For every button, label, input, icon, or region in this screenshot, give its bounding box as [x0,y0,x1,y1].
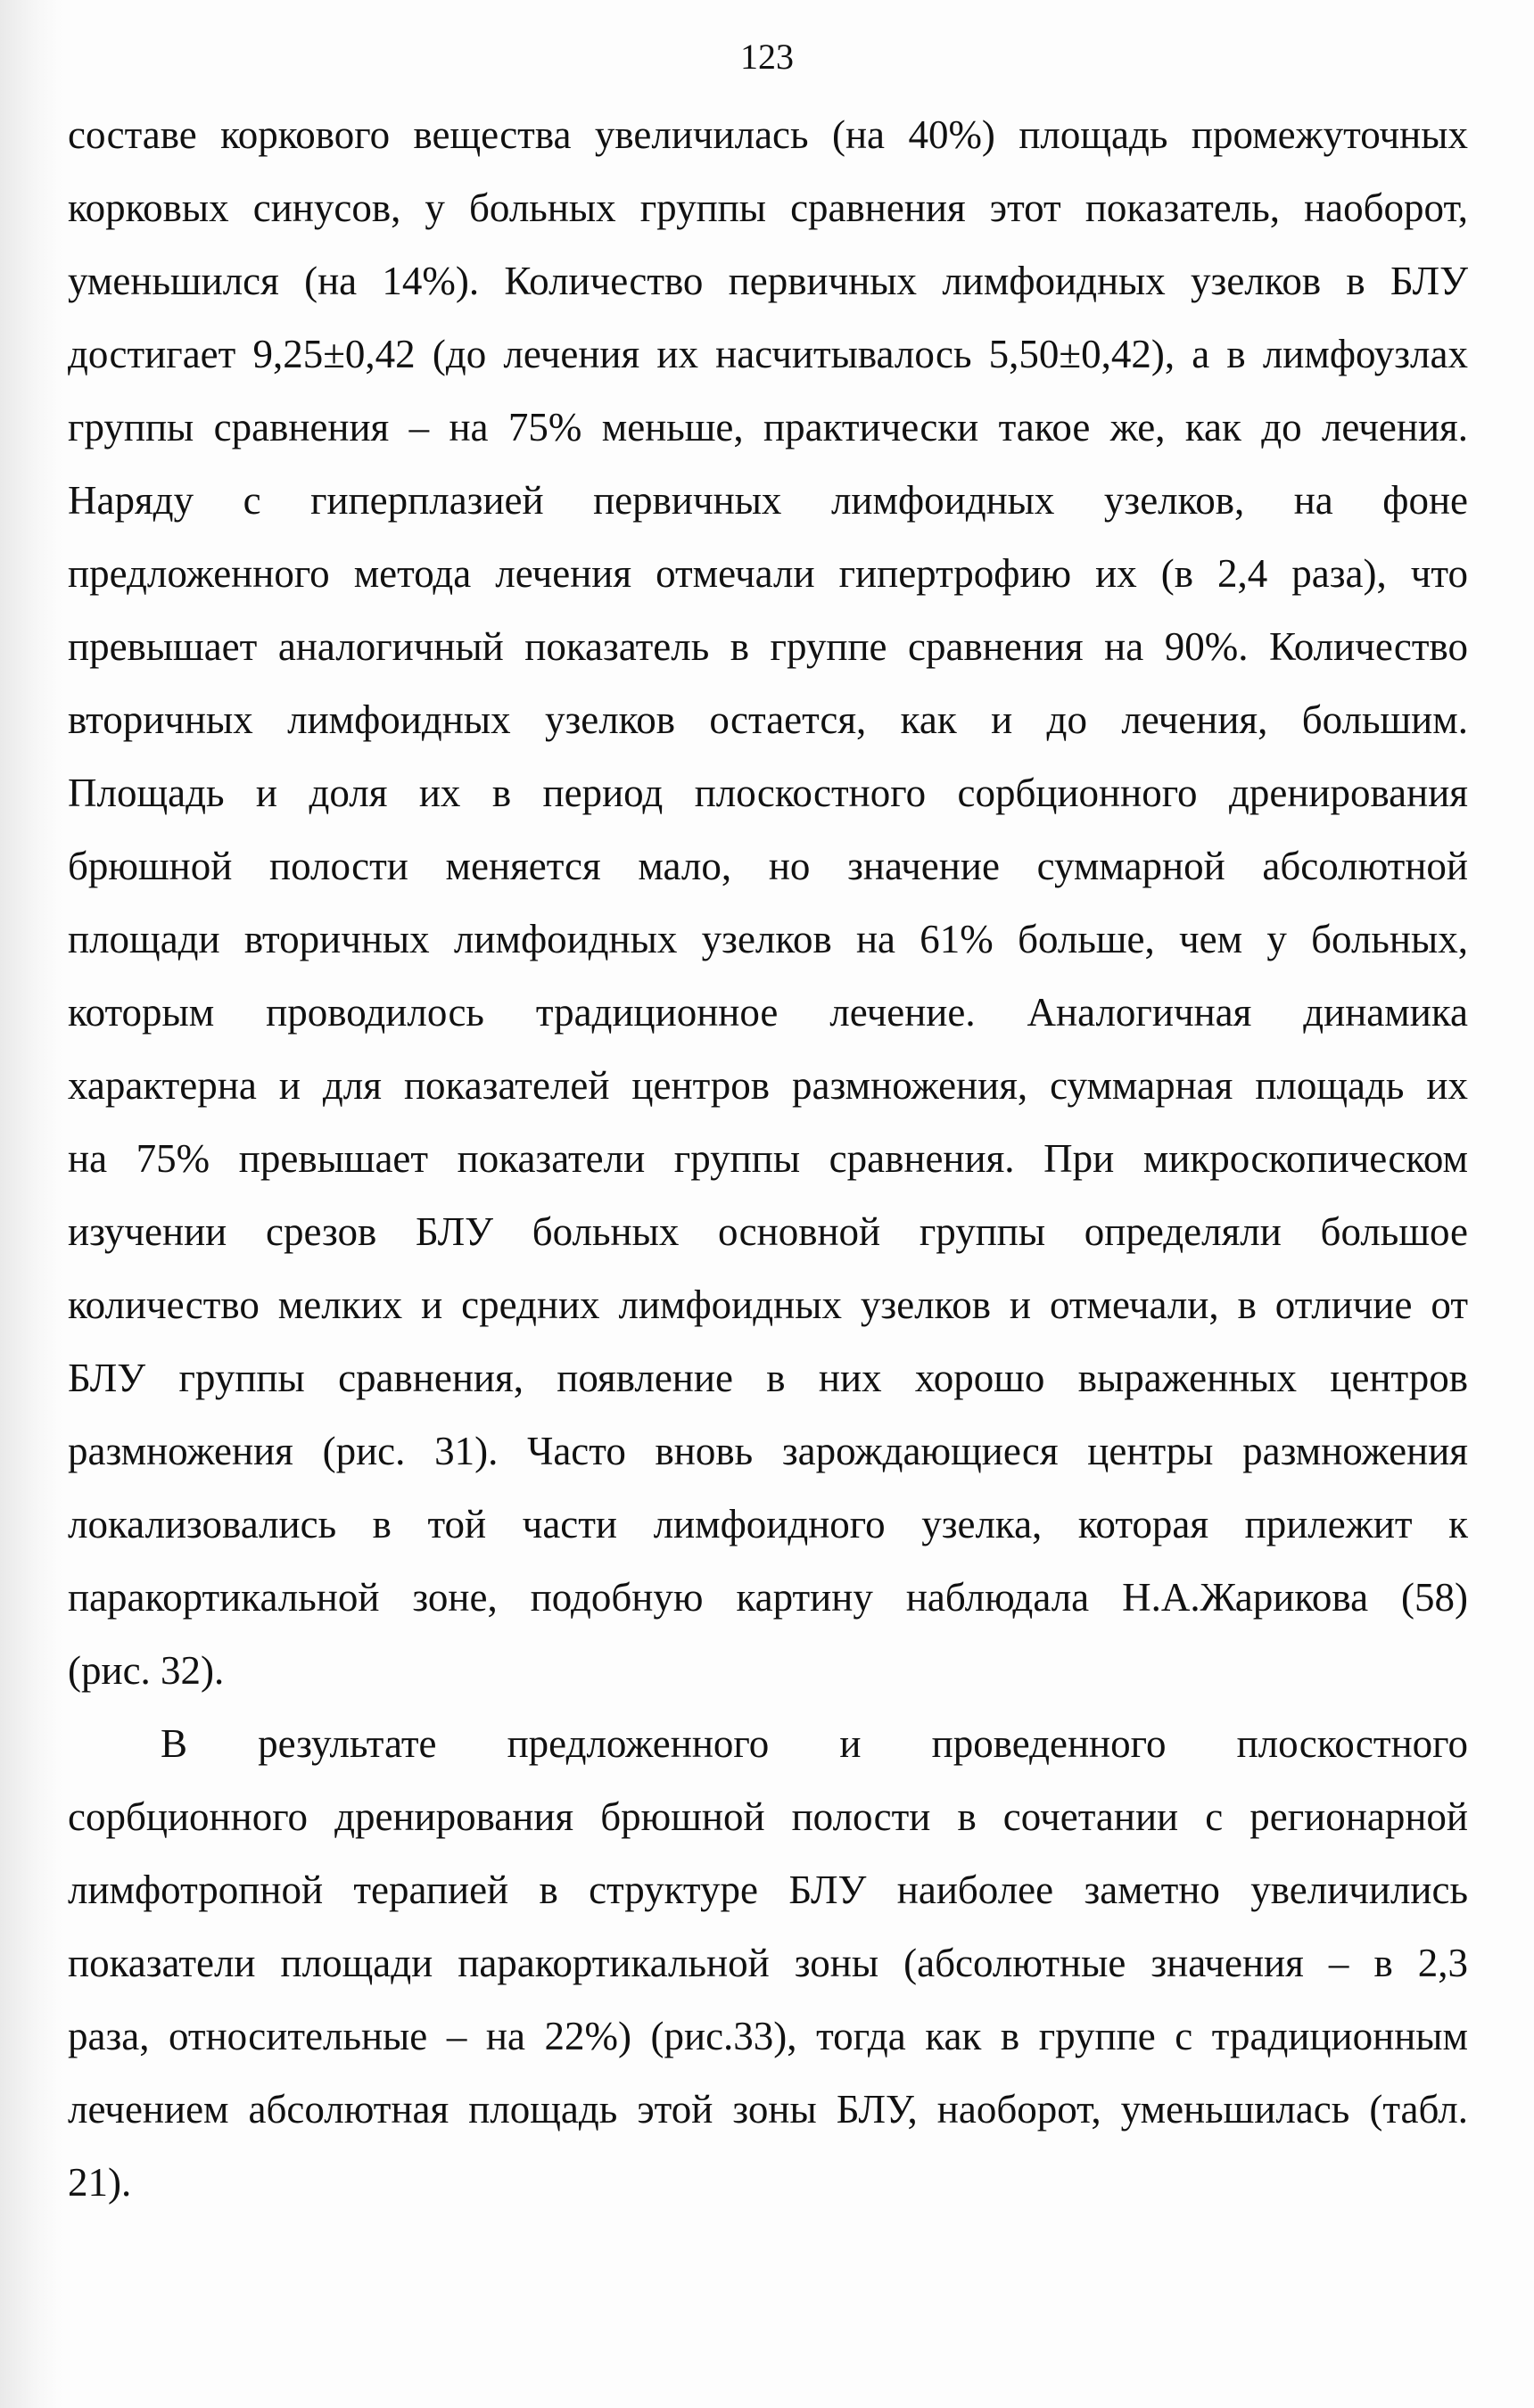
text-line: площади вторичных лимфоидных узелков на 61% больше, чем у больных, [68,917,1468,961]
document-body [68,98,1468,2219]
paragraph-1 [68,98,1468,1707]
paragraph-2 [68,1707,1468,2219]
text-line: характерна и для показателей центров размножения, суммарная площадь их [68,1063,1468,1108]
text-line: уменьшился (на 14%). Количество первичных лимфоидных узелков в БЛУ [68,259,1468,303]
text-line: 21). [68,2160,132,2205]
text-line: лечением абсолютная площадь этой зоны БЛУ, наоборот, уменьшилась (табл. [68,2087,1468,2132]
text-line: составе коркового вещества увеличилась (на 40%) площадь промежуточных [68,112,1468,157]
text-line: паракортикальной зоне, подобную картину наблюдала Н.А.Жарикова (58) [68,1575,1468,1620]
text-line: В результате предложенного и проведенного плоскостного [161,1721,1468,1766]
text-line: достигает 9,25±0,42 (до лечения их насчитывалось 5,50±0,42), а в лимфоузлах [68,332,1468,376]
text-line: сорбционного дренирования брюшной полости в сочетании с регионарной [68,1794,1468,1839]
text-line: изучении срезов БЛУ больных основной группы определяли большое [68,1209,1468,1254]
text-line: предложенного метода лечения отмечали гипертрофию их (в 2,4 раза), что [68,551,1468,596]
text-line: размножения (рис. 31). Часто вновь зарождающиеся центры размножения [68,1429,1468,1473]
text-line: показатели площади паракортикальной зоны (абсолютные значения – в 2,3 [68,1941,1468,1985]
text-line: группы сравнения – на 75% меньше, практически такое же, как до лечения. [68,405,1468,449]
page-number: 123 [740,37,794,77]
text-line: локализовались в той части лимфоидного узелка, которая прилежит к [68,1502,1468,1546]
text-line: корковых синусов, у больных группы сравнения этот показатель, наоборот, [68,186,1468,230]
text-line: БЛУ группы сравнения, появление в них хорошо выраженных центров [68,1356,1468,1400]
text-line: на 75% превышает показатели группы сравнения. При микроскопическом [68,1136,1468,1181]
text-line: количество мелких и средних лимфоидных узелков и отмечали, в отличие от [68,1282,1468,1327]
text-line: брюшной полости меняется мало, но значение суммарной абсолютной [68,844,1468,888]
text-line: (рис. 32). [68,1648,225,1693]
text-line: которым проводилось традиционное лечение. Аналогичная динамика [68,990,1468,1035]
text-line: вторичных лимфоидных узелков остается, как и до лечения, большим. [68,697,1468,742]
text-line: Площадь и доля их в период плоскостного сорбционного дренирования [68,771,1468,815]
text-line: превышает аналогичный показатель в группе сравнения на 90%. Количество [68,624,1468,669]
text-line: лимфотропной терапией в структуре БЛУ наиболее заметно увеличились [68,1868,1468,1912]
text-line: Наряду с гиперплазией первичных лимфоидных узелков, на фоне [68,478,1468,523]
text-line: раза, относительные – на 22%) (рис.33), тогда как в группе с традиционным [68,2014,1468,2058]
scan-shadow-edge [0,0,62,2408]
